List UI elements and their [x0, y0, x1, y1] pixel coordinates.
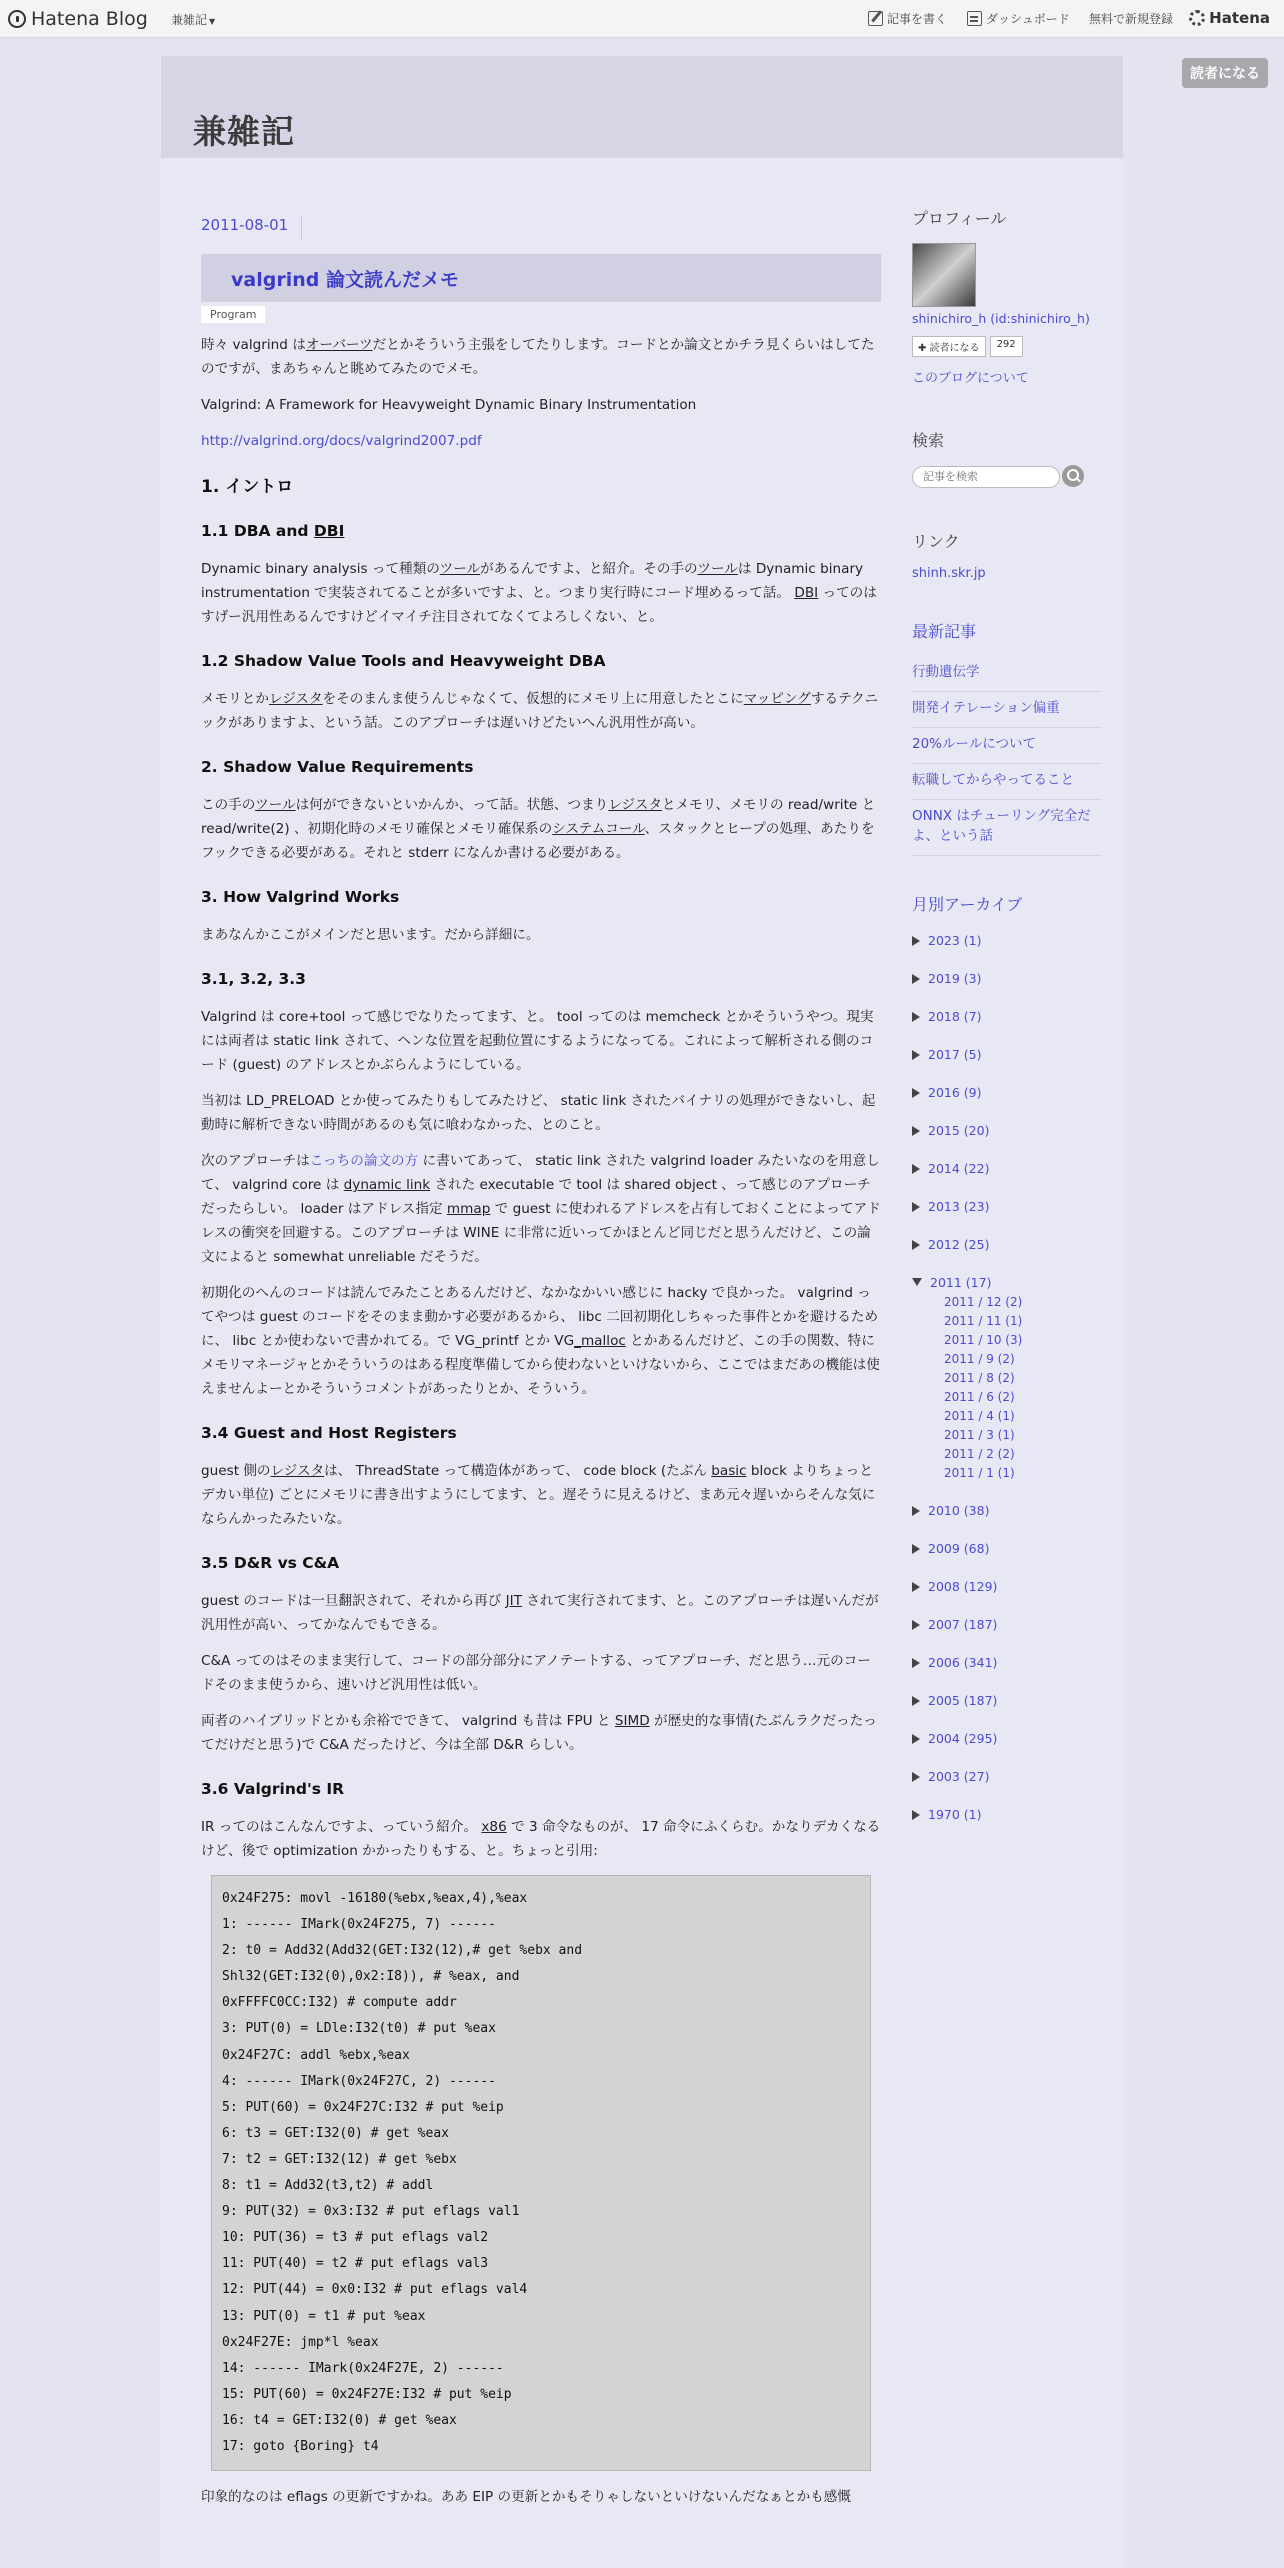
hatena-blog-logo[interactable]: [8, 8, 148, 30]
section-heading: [201, 519, 881, 543]
global-header-bar: [0, 0, 1284, 38]
sidebar-link-shinh[interactable]: shinh.skr.jp: [912, 566, 986, 581]
blog-header: [161, 56, 1123, 158]
subscriber-count: 292: [990, 336, 1023, 357]
archive-year[interactable]: [912, 1503, 1102, 1541]
caret-down-icon: ▼: [209, 17, 216, 26]
dashboard-label: ダッシュボード: [986, 12, 1070, 26]
text: で 3 命令なものが、 17 命令にふくらむ。かなりデカくなるけど、後で optimization かかったりもする、と。ちょっと引用:: [201, 1819, 881, 1859]
archive-year[interactable]: [912, 971, 1102, 1009]
text: guest 側の: [201, 1463, 271, 1479]
text: されて実行されてます、と。このアプローチは遅いんだが汎用性が高い、ってかなんでもできる。: [201, 1593, 879, 1633]
archive-months: [944, 1293, 1102, 1483]
archive-year-label: 1970 (1): [928, 1807, 982, 1822]
archive-year[interactable]: [912, 1009, 1102, 1047]
triangle-right-icon: [912, 1620, 920, 1630]
section-heading: 3. How Valgrind Works: [201, 888, 400, 906]
text: 、スタックとヒープの処理、あたりをフックできる必要がある。それと stderr になんか書ける必要がある。: [201, 821, 875, 861]
archive-month[interactable]: 2011 / 4 (1): [944, 1409, 1015, 1423]
text: された executable で tool は shared object 、って感じのアプローチだったらしい。 loader はアドレス指定: [201, 1177, 871, 1217]
paragraph: Valgrind: A Framework for Heavyweight Dynamic Binary Instrumentation: [201, 397, 697, 413]
archive-year[interactable]: [912, 1693, 1102, 1731]
recent-entry[interactable]: 開発イテレーション偏重: [912, 692, 1102, 728]
sidebar: [912, 206, 1102, 1845]
text: 次のアプローチは: [201, 1153, 310, 1169]
keyword-link[interactable]: レジスタ: [268, 691, 323, 707]
archive-month[interactable]: 2011 / 1 (1): [944, 1466, 1015, 1480]
keyword-link[interactable]: x86: [481, 1819, 507, 1835]
paragraph: [201, 793, 881, 865]
recent-entry[interactable]: 20%ルールについて: [912, 728, 1102, 764]
archive-year-label: 2018 (7): [928, 1009, 982, 1024]
pencil-icon: [868, 11, 883, 26]
triangle-right-icon: [912, 1240, 920, 1250]
keyword-link[interactable]: システムコール: [552, 821, 645, 837]
paper-link[interactable]: http://valgrind.org/docs/valgrind2007.pdf: [201, 433, 482, 449]
search-module: [912, 428, 1102, 515]
subscribe-button[interactable]: 読者になる: [1182, 58, 1268, 88]
archive-year-label: 2017 (5): [928, 1047, 982, 1062]
triangle-right-icon: [912, 1012, 920, 1022]
profile-subscribe-row: [912, 336, 1102, 357]
search-input[interactable]: [912, 466, 1060, 488]
text: block よりちょっとデカい単位) ごとにメモリに書き出すようにしてます、と。遅そうに見えるけど、まあ元々遅いからそんな気にならんかったみたいな。: [201, 1463, 876, 1527]
paragraph: [201, 333, 881, 381]
paragraph: Valgrind は core+tool って感じでなりたってます、と。 tool ってのは memcheck とかそういうやつ。現実には両者は static link されて、ヘンな位置を起動位置にするようになってる。これによって解析される側のコード (guest) のアドレスとかぶらんようにしている。: [201, 1009, 874, 1073]
write-article-label: 記事を書く: [887, 12, 948, 26]
paragraph: 印象的なのは eflags の更新ですかね。ああ EIP の更新とかもそりゃしないといけないんだなぁとかも感慨: [201, 2489, 851, 2506]
triangle-right-icon: [912, 1050, 920, 1060]
recent-entry[interactable]: 行動遺伝学: [912, 656, 1102, 692]
triangle-right-icon: [912, 1734, 920, 1744]
triangle-right-icon: [912, 1164, 920, 1174]
paragraph: [201, 1589, 881, 1637]
links-module: [912, 529, 1102, 605]
about-blog-link[interactable]: このブログについて: [912, 371, 1029, 386]
archive-year-label: 2012 (25): [928, 1237, 990, 1252]
archive-month[interactable]: 2011 / 6 (2): [944, 1390, 1015, 1404]
hatena-gear-icon: [1189, 10, 1205, 26]
recent-entries-module: [912, 619, 1102, 856]
archive-year[interactable]: [912, 1085, 1102, 1123]
keyword-link[interactable]: レジスタ: [270, 1463, 325, 1479]
recent-entry[interactable]: 転職してからやってること: [912, 764, 1102, 800]
triangle-right-icon: [912, 1772, 920, 1782]
triangle-right-icon: [912, 1810, 920, 1820]
triangle-right-icon: [912, 1582, 920, 1592]
text: 1.1 DBA and: [201, 522, 314, 540]
recent-entry[interactable]: ONNX はチューリング完全だよ、という話: [912, 800, 1102, 856]
profile-module: [912, 206, 1102, 414]
paragraph: まあなんかここがメインだと思います。だから詳細に。: [201, 927, 540, 943]
paragraph: 当初は LD_PRELOAD とか使ってみたりもしてみたけど、 static link されたバイナリの処理ができないし、起動時に解析できない時間があるのも気に喰わなかった、とのこと。: [201, 1093, 876, 1133]
avatar[interactable]: [912, 243, 976, 307]
archive-year-label: 2013 (23): [928, 1199, 990, 1214]
paragraph: [201, 557, 881, 629]
text: IR ってのはこんなんですよ、っていう紹介。: [201, 1819, 482, 1835]
hatena-menu[interactable]: [1189, 9, 1270, 27]
keyword-link[interactable]: ツール: [697, 561, 738, 577]
code-block: 0x24F275: movl -16180(%ebx,%eax,4),%eax 1: ------ IMark(0x24F275, 7) ------ 2: t0 = Add32(Add32(GET:I32(12),# get %ebx and Shl32(GET:I32(0),0x2:I8)), # %eax, and 0xFFFFC0CC:I32) # compute addr 3: PUT(0) = LDle:I32(t0) # put %eax 0x24F27C: addl %ebx,%eax 4: ------ IMark(0x24F27C, 2) ------ 5: PUT(60) = 0x24F27C:I32 # put %eip 6: t3 = GET:I32(0) # get %eax 7: t2 = GET:I32(12) # get %ebx 8: t1 = Add32(t3,t2) # addl 9: PUT(32) = 0x3:I32 # put eflags val1 10: PUT(36) = t3 # put eflags val2 11: PUT(40) = t2 # put eflags val3 12: PUT(44) = 0x0:I32 # put eflags val4 13: PUT(0) = t1 # put %eax 0x24F27E: jmp*l %eax 14: ------ IMark(0x24F27E, 2) ------ 15: PUT(60) = 0x24F27E:I32 # put %eip 16: t4 = GET:I32(0) # get %eax 17: goto {Boring} t4: [211, 1875, 871, 2471]
text: とメモリ、メモリの read/write と read/write(2) 、初期化時のメモリ確保とメモリ確保系の: [201, 797, 876, 837]
dashboard-link[interactable]: [967, 10, 1070, 27]
archive-year-label: 2008 (129): [928, 1579, 998, 1594]
keyword-link[interactable]: ツール: [255, 797, 296, 813]
hatena-label: Hatena: [1209, 9, 1270, 27]
plus-icon: ✚: [918, 343, 930, 354]
text: 初期化のへんのコードは読んでみたことあるんだけど、なかなかいい感じに hacky で良かった。 valgrind ってやつは guest のコードをそのまま動かす必要があるから、 libc 二回初期化しちゃった事件とかを避けるために、 libc とか使わないで書かれてる。で VG_printf とか VG: [201, 1285, 879, 1349]
archive-year-label: 2016 (9): [928, 1085, 982, 1100]
archive-year-label: 2015 (20): [928, 1123, 990, 1138]
section-heading: 3.6 Valgrind's IR: [201, 1780, 345, 1798]
keyword-link[interactable]: dynamic link: [343, 1177, 431, 1193]
archive-year-label: 2023 (1): [928, 933, 982, 948]
archive-year[interactable]: [912, 1769, 1102, 1807]
archive-year[interactable]: [912, 1047, 1102, 1085]
keyword-link[interactable]: basic: [711, 1463, 747, 1479]
archive-year-label: 2005 (187): [928, 1693, 998, 1708]
triangle-right-icon: [912, 1506, 920, 1516]
keyword-link[interactable]: DBI: [313, 522, 345, 540]
archive-heading[interactable]: 月別アーカイブ: [912, 895, 1023, 914]
article: [201, 216, 881, 2521]
profile-subscribe-label: 読者になる: [929, 343, 980, 354]
text: メモリとか: [201, 691, 269, 707]
section-heading: 2. Shadow Value Requirements: [201, 758, 474, 776]
logo-text: Hatena Blog: [31, 8, 148, 30]
text: この手の: [201, 797, 256, 813]
hatena-blog-logo-icon: [8, 10, 26, 28]
paragraph: [201, 1149, 881, 1269]
triangle-right-icon: [912, 1696, 920, 1706]
recent-heading[interactable]: 最新記事: [912, 622, 977, 641]
archive-year-label: 2011 (17): [930, 1275, 992, 1290]
section-heading: 1. イントロ: [201, 477, 294, 497]
triangle-down-icon: [912, 1278, 922, 1286]
archive-year[interactable]: [912, 1731, 1102, 1769]
date-divider: [301, 216, 302, 241]
archive-year-label: 2007 (187): [928, 1617, 998, 1632]
archive-module: [912, 892, 1102, 1845]
archive-month[interactable]: 2011 / 3 (1): [944, 1428, 1015, 1442]
keyword-link[interactable]: レジスタ: [608, 797, 662, 813]
paragraph: [201, 429, 881, 453]
archive-year[interactable]: [912, 933, 1102, 971]
archive-year-label: 2004 (295): [928, 1731, 998, 1746]
archive-month[interactable]: 2011 / 2 (2): [944, 1447, 1015, 1461]
text: 両者のハイブリッドとかも余裕でできて、 valgrind も昔は FPU と: [201, 1713, 615, 1729]
archive-month[interactable]: 2011 / 12 (2): [944, 1295, 1023, 1309]
search-box: [912, 465, 1084, 487]
archive-month[interactable]: 2011 / 9 (2): [944, 1352, 1015, 1366]
blog-title[interactable]: 兼雑記: [193, 112, 295, 151]
text: 時々 valgrind は: [201, 337, 306, 353]
register-link[interactable]: 無料で新規登録: [1089, 12, 1174, 26]
archive-year[interactable]: [912, 1807, 1102, 1845]
blog-frame: [161, 56, 1123, 2568]
search-heading: 検索: [912, 431, 945, 450]
keyword-link[interactable]: mmap: [446, 1201, 491, 1217]
profile-subscribe-button[interactable]: [912, 336, 986, 357]
archive-year[interactable]: [912, 1541, 1102, 1579]
triangle-right-icon: [912, 936, 920, 946]
keyword-link[interactable]: SIMD: [614, 1713, 650, 1729]
entry-title[interactable]: valgrind 論文読んだメモ: [201, 254, 881, 302]
text: があるんですよ、と紹介。その手の: [480, 561, 698, 577]
keyword-link[interactable]: ツール: [439, 561, 481, 577]
text: とかあるんだけど、この手の関数、特にメモリマネージャとかそういうのはある程度準備してから使わないといけないから、ここではまだあの機能は使えませんよーとかそういうコメントがあったりとか、そういう。: [201, 1333, 880, 1397]
dashboard-icon: [967, 11, 982, 26]
archive-year-label: 2009 (68): [928, 1541, 990, 1556]
triangle-right-icon: [912, 1544, 920, 1554]
archive-year-label: 2010 (38): [928, 1503, 990, 1518]
text: で guest に使われるアドレスを占有しておくことによってアドレスの衝突を回避する。このアプローチは WINE に非常に近いってかほとんど同じだと思うんだけど、この論文によると somewhat unreliable だそうだ。: [201, 1201, 881, 1265]
profile-name-link[interactable]: shinichiro_h (id:shinichiro_h): [912, 311, 1090, 326]
entry-content: [201, 333, 881, 2509]
archive-year[interactable]: [912, 1237, 1102, 1275]
text: するテクニックがありますよ、という話。このアプローチは遅いけどたいへん汎用性が高い。: [201, 691, 879, 731]
archive-month[interactable]: 2011 / 10 (3): [944, 1333, 1023, 1347]
section-heading: 3.1, 3.2, 3.3: [201, 970, 306, 988]
paragraph: C&A ってのはそのまま実行して、コードの部分部分にアノテートする、ってアプローチ、だと思う…元のコードそのまま使うから、速いけど汎用性は低い。: [201, 1653, 871, 1693]
archive-year-label: 2014 (22): [928, 1161, 990, 1176]
triangle-right-icon: [912, 1202, 920, 1212]
text: Dynamic binary analysis って種類の: [201, 561, 440, 577]
paragraph: [201, 1459, 881, 1531]
archive-month[interactable]: 2011 / 11 (1): [944, 1314, 1023, 1328]
text: だとかそういう主張をしてたりします。コードとか論文とかチラ見くらいはしてたのですが、まあちゃんと眺めてみたのでメモ。: [201, 337, 875, 377]
archive-year-label: 2003 (27): [928, 1769, 990, 1784]
search-icon[interactable]: [1062, 465, 1084, 487]
profile-heading: プロフィール: [912, 209, 1007, 228]
text: をそのまんま使うんじゃなくて、仮想的にメモリ上に用意したとこに: [322, 691, 744, 707]
paragraph: [201, 1281, 881, 1401]
triangle-right-icon: [912, 1126, 920, 1136]
blog-menu-label: 兼雑記: [171, 13, 208, 27]
keyword-link[interactable]: DBI: [794, 585, 819, 601]
text: が歴史的な事情(たぶんラクだったってだけだと思う)で C&A だったけど、今は全部 D&R らしい。: [201, 1713, 877, 1753]
triangle-right-icon: [912, 1658, 920, 1668]
keyword-link[interactable]: _malloc: [574, 1333, 626, 1349]
write-article-link[interactable]: [868, 10, 947, 27]
text: guest のコードは一旦翻訳されて、それから再び: [201, 1593, 506, 1609]
keyword-link[interactable]: マッピング: [743, 691, 811, 707]
other-paper-link[interactable]: こっちの論文の方: [309, 1153, 419, 1169]
section-heading: 3.5 D&R vs C&A: [201, 1554, 340, 1572]
text: は何ができないといかんか、って話。状態、つまり: [295, 797, 609, 813]
category-tag[interactable]: Program: [201, 306, 265, 323]
archive-year-label: 2019 (3): [928, 971, 982, 986]
paragraph: [201, 1815, 881, 1863]
triangle-right-icon: [912, 1088, 920, 1098]
archive-year[interactable]: [912, 1579, 1102, 1617]
archive-year[interactable]: [912, 1161, 1102, 1199]
text: は Dynamic binary instrumentation で実装されてることが多いですよ、と。つまり実行時にコード埋めるって話。: [201, 561, 864, 601]
keyword-link[interactable]: JIT: [505, 1593, 522, 1609]
archive-year[interactable]: [912, 1655, 1102, 1693]
archive-year[interactable]: [912, 1123, 1102, 1161]
paragraph: [201, 1709, 881, 1757]
entry-date[interactable]: 2011-08-01: [201, 216, 289, 234]
section-heading: 3.4 Guest and Host Registers: [201, 1424, 457, 1442]
archive-year[interactable]: [912, 1199, 1102, 1237]
section-heading: 1.2 Shadow Value Tools and Heavyweight DBA: [201, 652, 606, 670]
archive-month[interactable]: 2011 / 8 (2): [944, 1371, 1015, 1385]
triangle-right-icon: [912, 974, 920, 984]
links-heading: リンク: [912, 532, 960, 551]
text: ってのはすげー汎用性あるんですけどイマイチ注目されてなくてよろしくない、と。: [201, 585, 877, 625]
text: に書いてあって、 static link された valgrind loader みたいなのを用意して、 valgrind core は: [201, 1153, 880, 1193]
archive-year[interactable]: [912, 1617, 1102, 1655]
archive-year-label: 2006 (341): [928, 1655, 998, 1670]
keyword-link[interactable]: オーバーツ: [305, 337, 373, 353]
paragraph: [201, 687, 881, 735]
blog-menu-dropdown[interactable]: [171, 11, 215, 28]
text: は、 ThreadState って構造体があって、 code block (たぶん: [324, 1463, 712, 1479]
